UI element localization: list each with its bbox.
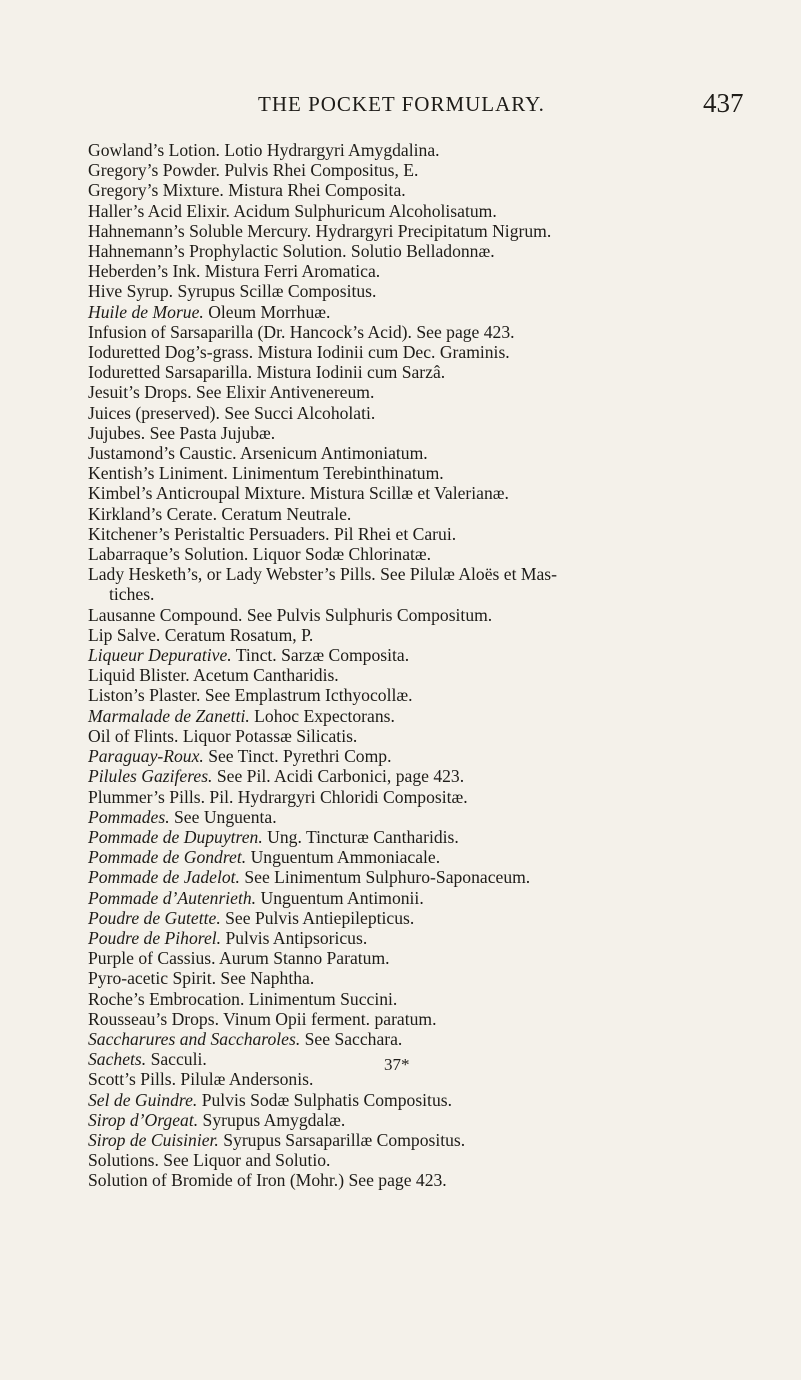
entry-definition: Linimentum Succini. — [248, 988, 398, 1009]
entry-definition: See Pulvis Sulphuris Compositum. — [246, 604, 493, 625]
entry-definition: Mistura Ferri Aromatica. — [204, 261, 381, 282]
entry-term: Hive Syrup. — [88, 281, 174, 302]
entry-term: Jesuit’s Drops. — [88, 382, 192, 403]
entry-definition: Acidum Sulphuricum Alcoholisatum. — [233, 200, 497, 221]
signature-mark: 37* — [384, 1055, 410, 1074]
formulary-entry — [88, 241, 788, 261]
formulary-entry — [88, 605, 788, 625]
entry-term: Hahnemann’s Soluble Mercury. — [88, 220, 312, 241]
formulary-entry — [88, 766, 788, 786]
entry-definition: See page 423. — [416, 321, 515, 342]
entry-definition: See Emplastrum Icthyocollæ. — [204, 685, 413, 706]
entry-term: Gowland’s Lotion. — [88, 140, 220, 160]
entry-definition-continuation: tiches. — [109, 584, 155, 605]
entry-term: Huile de Morue. — [88, 301, 204, 322]
entry-term: Sirop de Cuisinier. — [88, 1129, 219, 1150]
entry-term: Sel de Guindre. — [88, 1089, 198, 1110]
running-title: THE POCKET FORMULARY. — [258, 92, 545, 116]
entry-definition: See Pulvis Antiepilepticus. — [225, 907, 415, 928]
entry-definition: Pil Rhei et Carui. — [333, 523, 457, 544]
formulary-entry — [88, 140, 788, 160]
entry-term: Kitchener’s Peristaltic Persuaders. — [88, 523, 330, 544]
entry-definition: Mistura Rhei Composita. — [228, 180, 406, 201]
entry-term: Liqueur Depurative. — [88, 645, 232, 666]
entry-definition: Syrupus Scillæ Compositus. — [177, 281, 377, 302]
entry-term: Solutions. — [88, 1150, 159, 1171]
entry-term: Pyro-acetic Spirit. — [88, 968, 217, 989]
formulary-entry — [88, 1009, 788, 1029]
entry-definition: Hydrargyri Precipitatum Nigrum. — [315, 220, 552, 241]
entry-term: Labarraque’s Solution. — [88, 544, 249, 565]
entry-definition: Ceratum Neutrale. — [221, 503, 352, 524]
entry-term: Gregory’s Mixture. — [88, 180, 224, 201]
page-number: 437 — [703, 88, 744, 118]
entry-term: Lausanne Compound. — [88, 604, 243, 625]
entry-definition: See Tinct. Pyrethri Comp. — [208, 746, 392, 767]
entry-definition: See Sacchara. — [304, 1028, 403, 1049]
entry-term: Oil of Flints. — [88, 725, 179, 746]
formulary-entry-list — [88, 140, 788, 1191]
formulary-entry — [88, 261, 788, 281]
formulary-entry — [88, 1170, 788, 1190]
formulary-entry — [88, 645, 788, 665]
entry-term: Juices (preserved). — [88, 402, 220, 423]
entry-term: Jujubes. — [88, 422, 146, 443]
formulary-entry — [88, 544, 788, 564]
formulary-entry — [88, 787, 788, 807]
formulary-entry — [88, 362, 788, 382]
entry-definition: Solutio Belladonnæ. — [350, 241, 495, 262]
formulary-entry — [88, 706, 788, 726]
entry-term: Poudre de Pihorel. — [88, 927, 222, 948]
entry-definition: Acetum Cantharidis. — [193, 665, 339, 686]
entry-term: Pilules Gaziferes. — [88, 766, 213, 787]
formulary-entry — [88, 625, 788, 645]
entry-term: Pommade de Dupuytren. — [88, 826, 263, 847]
formulary-entry — [88, 989, 788, 1009]
entry-term: Ioduretted Dog’s-grass. — [88, 342, 254, 363]
entry-term: Justamond’s Caustic. — [88, 443, 237, 464]
entry-term: Roche’s Embrocation. — [88, 988, 245, 1009]
entry-term: Lady Hesketh’s, or Lady Webster’s Pills. — [88, 564, 376, 585]
entry-term: Paraguay-Roux. — [88, 746, 204, 767]
entry-definition: Sacculi. — [150, 1049, 207, 1070]
entry-definition: Ceratum Rosatum, P. — [164, 624, 314, 645]
entry-term: Heberden’s Ink. — [88, 261, 201, 282]
formulary-entry — [88, 827, 788, 847]
entry-term: Liston’s Plaster. — [88, 685, 201, 706]
entry-definition: Unguentum Antimonii. — [260, 887, 424, 908]
formulary-entry — [88, 201, 788, 221]
entry-definition: Liquor Sodæ Chlorinatæ. — [252, 544, 432, 565]
entry-term: Kentish’s Liniment. — [88, 463, 228, 484]
entry-term: Purple of Cassius. — [88, 948, 216, 969]
entry-term: Sachets. — [88, 1049, 147, 1070]
entry-term: Saccharures and Saccharoles. — [88, 1028, 301, 1049]
entry-definition: Oleum Morrhuæ. — [208, 301, 331, 322]
entry-definition: See Pasta Jujubæ. — [149, 422, 276, 443]
formulary-entry — [88, 1130, 788, 1150]
entry-definition: Ung. Tincturæ Cantharidis. — [267, 826, 459, 847]
formulary-entry — [88, 423, 788, 443]
entry-term: Rousseau’s Drops. — [88, 1008, 219, 1029]
formulary-entry — [88, 483, 788, 503]
formulary-entry — [88, 928, 788, 948]
entry-definition: Mistura Iodinii cum Dec. Graminis. — [257, 342, 510, 363]
formulary-entry — [88, 908, 788, 928]
entry-definition: Arsenicum Antimoniatum. — [240, 443, 428, 464]
entry-definition: See Succi Alcoholati. — [224, 402, 376, 423]
formulary-entry — [88, 968, 788, 988]
formulary-entry — [88, 463, 788, 483]
formulary-entry — [88, 524, 788, 544]
entry-definition: Pilulæ Andersonis. — [180, 1069, 314, 1090]
entry-term: Ioduretted Sarsaparilla. — [88, 362, 253, 383]
entry-term: Poudre de Gutette. — [88, 907, 221, 928]
formulary-entry — [88, 564, 788, 604]
formulary-entry — [88, 948, 788, 968]
entry-definition: Vinum Opii ferment. paratum. — [223, 1008, 437, 1029]
formulary-entry — [88, 1090, 788, 1110]
formulary-entry — [88, 867, 788, 887]
entry-definition: Linimentum Terebinthinatum. — [232, 463, 444, 484]
formulary-entry — [88, 1150, 788, 1170]
entry-term: Gregory’s Powder. — [88, 160, 220, 181]
entry-term: Liquid Blister. — [88, 665, 190, 686]
formulary-entry — [88, 1110, 788, 1130]
entry-term: Haller’s Acid Elixir. — [88, 200, 230, 221]
formulary-entry — [88, 160, 788, 180]
entry-definition: Lotio Hydrargyri Amygdalina. — [224, 140, 440, 160]
formulary-entry — [88, 888, 788, 908]
entry-term: Scott’s Pills. — [88, 1069, 176, 1090]
entry-definition: Pulvis Sodæ Sulphatis Compositus. — [201, 1089, 452, 1110]
entry-term: Marmalade de Zanetti. — [88, 705, 250, 726]
entry-definition: See Naphtha. — [220, 968, 315, 989]
entry-term: Hahnemann’s Prophylactic Solution. — [88, 241, 347, 262]
entry-definition: See Pilulæ Aloës et Mas- — [380, 564, 558, 585]
entry-definition: See Pil. Acidi Carbonici, page 423. — [216, 766, 465, 787]
entry-term: Pommade de Gondret. — [88, 847, 247, 868]
entry-definition: Pulvis Rhei Compositus, E. — [224, 160, 419, 181]
formulary-entry — [88, 443, 788, 463]
formulary-entry — [88, 1069, 788, 1089]
formulary-entry — [88, 807, 788, 827]
entry-definition: Lohoc Expectorans. — [254, 705, 395, 726]
entry-definition: Mistura Scillæ et Valerianæ. — [309, 483, 509, 504]
entry-definition: Pil. Hydrargyri Chloridi Compositæ. — [209, 786, 468, 807]
entry-definition: Pulvis Antipsoricus. — [225, 927, 368, 948]
entry-definition: Unguentum Ammoniacale. — [250, 847, 441, 868]
entry-definition: Liquor Potassæ Silicatis. — [182, 725, 358, 746]
formulary-entry — [88, 665, 788, 685]
entry-definition: See Unguenta. — [174, 806, 277, 827]
entry-term: Infusion of Sarsaparilla (Dr. Hancock’s Acid). — [88, 321, 412, 342]
entry-term: Plummer’s Pills. — [88, 786, 205, 807]
formulary-entry — [88, 847, 788, 867]
formulary-entry — [88, 281, 788, 301]
formulary-entry — [88, 342, 788, 362]
formulary-entry — [88, 322, 788, 342]
entry-definition: Syrupus Amygdalæ. — [202, 1109, 346, 1130]
entry-term: Kimbel’s Anticroupal Mixture. — [88, 483, 306, 504]
entry-definition: Aurum Stanno Paratum. — [219, 948, 390, 969]
entry-term: Pommade d’Autenrieth. — [88, 887, 257, 908]
entry-term: Kirkland’s Cerate. — [88, 503, 217, 524]
formulary-entry — [88, 403, 788, 423]
formulary-entry — [88, 504, 788, 524]
entry-term: Pommades. — [88, 806, 170, 827]
entry-definition: Mistura Iodinii cum Sarzâ. — [256, 362, 446, 383]
formulary-entry — [88, 1049, 788, 1069]
formulary-entry — [88, 382, 788, 402]
entry-definition: See Elixir Antivenereum. — [196, 382, 375, 403]
formulary-entry — [88, 221, 788, 241]
entry-definition: Syrupus Sarsaparillæ Compositus. — [223, 1129, 466, 1150]
formulary-entry — [88, 746, 788, 766]
entry-definition: See page 423. — [348, 1170, 447, 1191]
formulary-entry — [88, 685, 788, 705]
formulary-entry — [88, 302, 788, 322]
entry-definition: See Liquor and Solutio. — [163, 1150, 331, 1171]
entry-definition: See Linimentum Sulphuro-Saponaceum. — [244, 867, 531, 888]
entry-term: Lip Salve. — [88, 624, 161, 645]
formulary-entry — [88, 180, 788, 200]
entry-term: Sirop d’Orgeat. — [88, 1109, 199, 1130]
formulary-entry — [88, 1029, 788, 1049]
entry-term: Pommade de Jadelot. — [88, 867, 240, 888]
entry-term: Solution of Bromide of Iron (Mohr.) — [88, 1170, 345, 1191]
entry-definition: Tinct. Sarzæ Composita. — [235, 645, 410, 666]
formulary-entry — [88, 726, 788, 746]
